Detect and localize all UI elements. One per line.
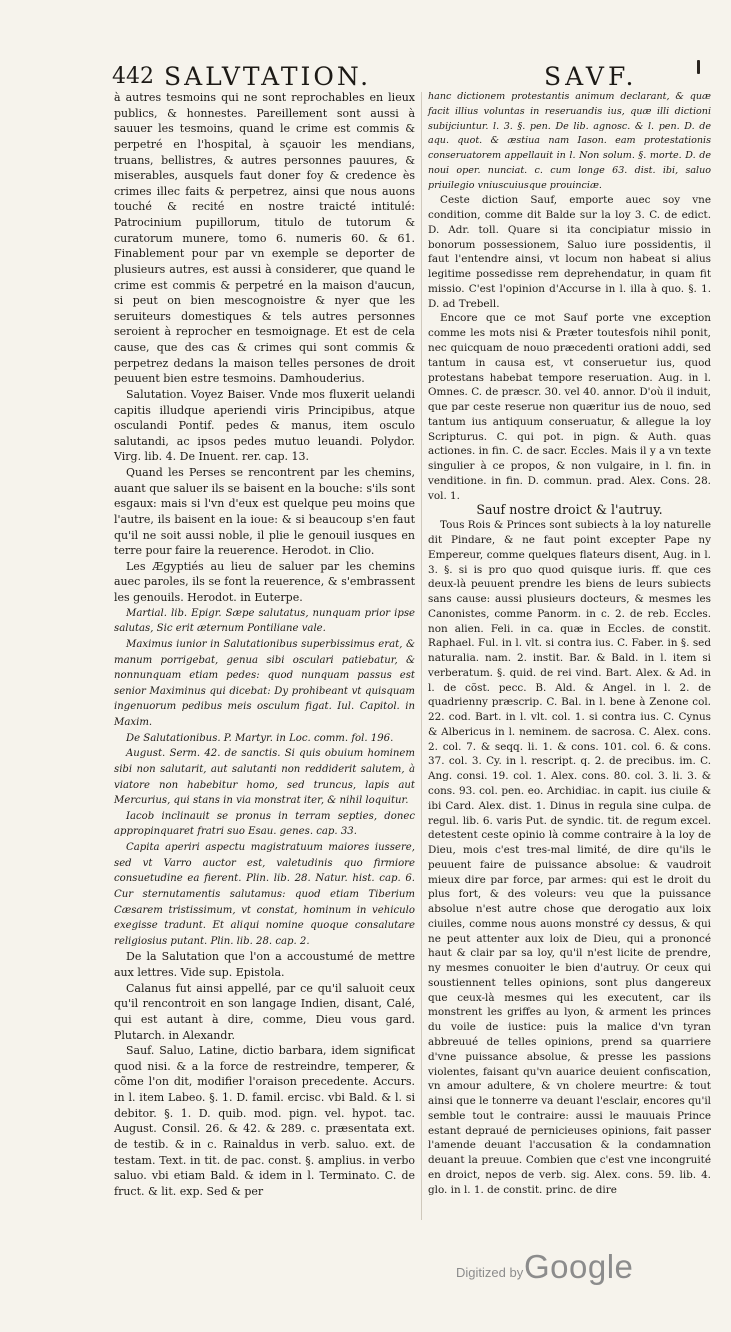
right-paragraph: Ceste diction Sauf, emporte auec soy vne condition, comme dit Balde sur la loy 3. C. de edict. D. Adr. toll. Quare si ita concipiatur missio in bonorum possessionem, Saluo iure possidentis, il faut l'entendre ainsi, vt locum non habeat si alius legitime possedisse rem deprehendatur, in quam fit missio. C'est l'opinion d'Accurse in l. illa à quo. §. 1. D. ad Trebell. <box>428 194 711 310</box>
left-paragraph: Iacob inclinauit se pronus in terram septies, donec appropinquaret fratri suo Esau. genes. cap. 33. <box>114 810 415 838</box>
left-paragraph: Sauf. Saluo, Latine, dictio barbara, idem significat quod nisi. & a la force de restreindre, temperer, & cõme l'on dit, modifier l'oraison precedente. Accurs. in l. item Labeo. §. 1. D. famil. ercisc. vbi Bald. & l. si debitor. §. 1. D. quib. mod. pign. vel. hypot. tac. August. Consil. 26. & 42. & 289. c. præsentata ext. de testib. & in c. Rainaldus in verb. saluo. ext. de testam. Text. in tit. de pac. const. §. amplius. in verbo saluo. vbi etiam Bald. & idem in l. Terminato. C. de fruct. & lit. exp. Sed & per <box>114 1044 415 1198</box>
right-paragraph: Encore que ce mot Sauf porte vne exception comme les mots nisi & Præter toutesfois nihil ponit, nec quicquam de nouo præcedenti orationi addi, sed tantum in causa est, vt conseruetur ius, quod protestans habebat tempore reseruation. Aug. in l. Omnes. C. de præscr. 30. vel 40. annor. D'où il induit, que par ceste reserue non quæritur ius de nouo, sed tantum ius antiquum conseruatur, & allegue la loy Scripturus. C. qui pot. in pign. & Auth. quas actiones. in fin. C. de sacr. Eccles. Mais il y a vn texte singulier à ce propos, & non vulgaire, in l. fin. in venditione. in fin. D. commun. prad. Alex. Cons. 28. vol. 1. <box>428 312 711 502</box>
left-paragraph: Salutation. Voyez Baiser. Vnde mos fluxerit uelandi capitis illudque aperiendi viris Principibus, atque osculandi Pontif. pedes & manus, item osculo salutandi, ac ipsos pedes mutuo leuandi. Polydor. Virg. lib. 4. De Inuent. rer. cap. 13. <box>114 387 415 464</box>
right-paragraph: Tous Rois & Princes sont subiects à la loy naturelle dit Pindare, & ne faut point excepter Pape ny Empereur, comme quelques flateurs disent, Aug. in l. 3. §. si is pro quo quod quisque iuris. ff. que ces deux-là peuuent prendre les biens de leurs subiects sans cause: aussi plusieurs docteurs, & mesmes les Canonistes, comme Panorm. in c. 2. de reb. Eccles. non alien. Feli. in ca. quæ in Eccles. de constit. Raphael. Ful. in l. vlt. si contra ius. C. Faber. in §. sed naturalia. nam. 2. instit. Bar. & Bald. in l. item si verberatum. §. quid. de rei vind. Bart. Alex. & Ad. in l. de cõst. pecc. B. Ald. & Angel. in l. 2. de quadrienny præscrip. C. Bal. in l. bene à Zenone col. 22. cod. Bart. in l. vlt. col. 1. si contra ius. C. Cynus & Albericus in l. neminem. de sacrosa. C. Alex. cons. 2. col. 7. & seqq. li. 1. & cons. 101. col. 6. & cons. 37. col. 3. Cy. in l. rescript. q. 2. de precibus. im. C. Ang. consi. 19. col. 1. Alex. cons. 80. col. 3. li. 3. & cons. 93. col. pen. eo. Archidiac. in capit. ius ciuile & ibi Card. Alex. dist. 1. Dinus in regula sine culpa. de regul. lib. 6. varis Put. de syndic. tit. de regum excel. detestent ceste opinio là comme contraire à la loy de Dieu, mois c'est tres-mal limité, de dire qu'ils le peuuent faire de puissance absolue: & vaudroit mieux dire par force, par armes: qui est le droit du plus fort, & des voleurs: veu que la puissance absolue n'est autre chose que derogatio aux loix ciuiles, comme nous auons monstré cy dessus, & qui ne peut attenter aux loix de Dieu, qui a prononcé haut & clair par sa loy, qu'il n'est licite de prendre, ny mesmes conuoiter le bien d'autruy. Or ceux qui soustiennent telles opinions, sont plus dangereux que ceux-là mesmes qui les executent, car ils monstrent les griffes au lyon, & arment les princes du voile de iustice: puis la malice d'vn tyran abbreuué de telles opinions, prend sa quarriere d'vne puissance absolue, & presse les passions violentes, faisant qu'vn auarice deuient confiscation, vn amour adultere, & vn cholere meurtre: & tout ainsi que le tonnerre va deuant l'esclair, encores qu'il semble tout le contraire: aussi le mauuais Prince estant depraué de pernicieuses opinions, fait passer l'amende deuant l'accusation & la condamnation deuant la preuue. Combien que c'est vne incongruité en droict, nepos de verb. sig. Alex. cons. 59. lib. 4. glo. in l. 1. de constit. princ. de dire <box>428 519 711 1196</box>
left-paragraph: Quand les Perses se rencontrent par les chemins, auant que saluer ils se baisent en la bouche: s'ils sont esgaux: mais si l'vn d'eux est quelque peu moins que l'autre, ils baisent en la ioue: & si beaucoup s'en faut qu'il ne soit aussi noble, il plie le genouil iusques en terre pour faire la reuerence. Herodot. in Clio. <box>114 466 415 558</box>
right-paragraph: hanc dictionem protestantis animum declarant, & quæ facit illius voluntas in reseruandis ius, quæ illi dictioni subijciuntur. l. 3. §. pen. De lib. agnosc. & l. pen. D. de aqu. quot. & æstiua nam Iason. eam protestationis conseruatorem appellauit in l. Non solum. §. morte. D. de noui oper. nunciat. c. cum longe 63. dist. ibi, saluo priuilegio vniuscuiusque prouinciæ. <box>428 91 711 191</box>
left-paragraph: De Salutationibus. P. Martyr. in Loc. comm. fol. 196. <box>126 732 394 744</box>
left-paragraph: Calanus fut ainsi appellé, par ce qu'il saluoit ceux qu'il rencontroit en son langage Indien, disant, Calé, qui est autant à dire, comme, Dieu vous gard. Plutarch. in Alexandr. <box>114 981 415 1042</box>
page-number: 442 <box>112 64 154 89</box>
left-paragraph: Maximus iunior in Salutationibus superbissimus erat, & manum porrigebat, genua sibi osculari patiebatur, & nonnunquam etiam pedes: quod nunquam passus est senior Maximinus qui dicebat: Dy prohibeant vt quisquam ingenuorum pedibus meis osculum figat. Iul. Capitol. in Maxim. <box>114 638 415 728</box>
ink-mark <box>697 60 700 74</box>
page-header <box>112 58 691 92</box>
left-paragraph: à autres tesmoins qui ne sont reprochables en lieux publics, & honnestes. Pareillement sont aussi à sauuer les tesmoins, quand le crime est commis & perpetré en l'hospital, à sçauoir les mendians, truans, bellistres, & autres personnes pauures, & miserables, ausquels faut doner foy & credence ès crimes illec faits & perpetrez, ainsi que nous auons touché & recité en nostre traicté intitulé: Patrocinium pupillorum, titulo de tutorum & curatorum munere, tomo 6. numeris 60. & 61. Finablement pour par vn exemple se deporter de plusieurs autres, est aussi à considerer, que quand le crime est commis & perpetré en la maison d'aucun, si peut on bien mescognoistre & nyer que les seruiteurs domestiques & tels autres personnes seroient à reprocher en tesmoignage. Et est de cela cause, que des cas & crimes qui sont commis & perpetrez dedans la maison telles persones de droit peuuent bien estre tesmoins. Damhouderius. <box>114 91 415 386</box>
left-paragraph: Capita aperiri aspectu magistratuum maiores iussere, sed vt Varro auctor est, valetudinis quo firmiore consuetudine ea fierent. Plin. lib. 28. Natur. hist. cap. 6. Cur sternutamentis salutamus: quod etiam Tiberium Cæsarem tristissimum, vt constat, hominum in vehiculo exegisse tradunt. Et aliqui nomine quoque consalutare religiosius putant. Plin. lib. 28. cap. 2. <box>114 842 415 947</box>
column-divider <box>421 92 422 1220</box>
left-column <box>114 90 415 1199</box>
right-column <box>428 90 711 1197</box>
google-logo: Google <box>524 1248 634 1285</box>
running-title: SALVTATION. <box>164 62 372 91</box>
left-paragraph: Les Ægyptiés au lieu de saluer par les chemins auec paroles, ils se font la reuerence, & s'embrassent les genouils. Herodot. in Euterpe. <box>114 559 415 604</box>
section-heading: Sauf nostre droict & l'autruy. <box>476 502 663 518</box>
digitization-watermark <box>456 1248 686 1292</box>
left-paragraph: August. Serm. 42. de sanctis. Si quis obuium hominem sibi non salutarit, aut salutanti non reddiderit salutem, à viatore non habebitur homo, sed truncus, lapis aut Mercurius, qui stans in via monstrat iter, & nihil loquitur. <box>114 748 415 807</box>
watermark-prefix: Digitized by <box>456 1265 524 1280</box>
catchword-title: SAVF. <box>544 62 638 91</box>
left-paragraph: Martial. lib. Epigr. Sæpe salutatus, nunquam prior ipse salutas, Sic erit æternum Pontiliane vale. <box>114 607 415 635</box>
left-paragraph: De la Salutation que l'on a accoustumé de mettre aux lettres. Vide sup. Epistola. <box>114 950 415 979</box>
